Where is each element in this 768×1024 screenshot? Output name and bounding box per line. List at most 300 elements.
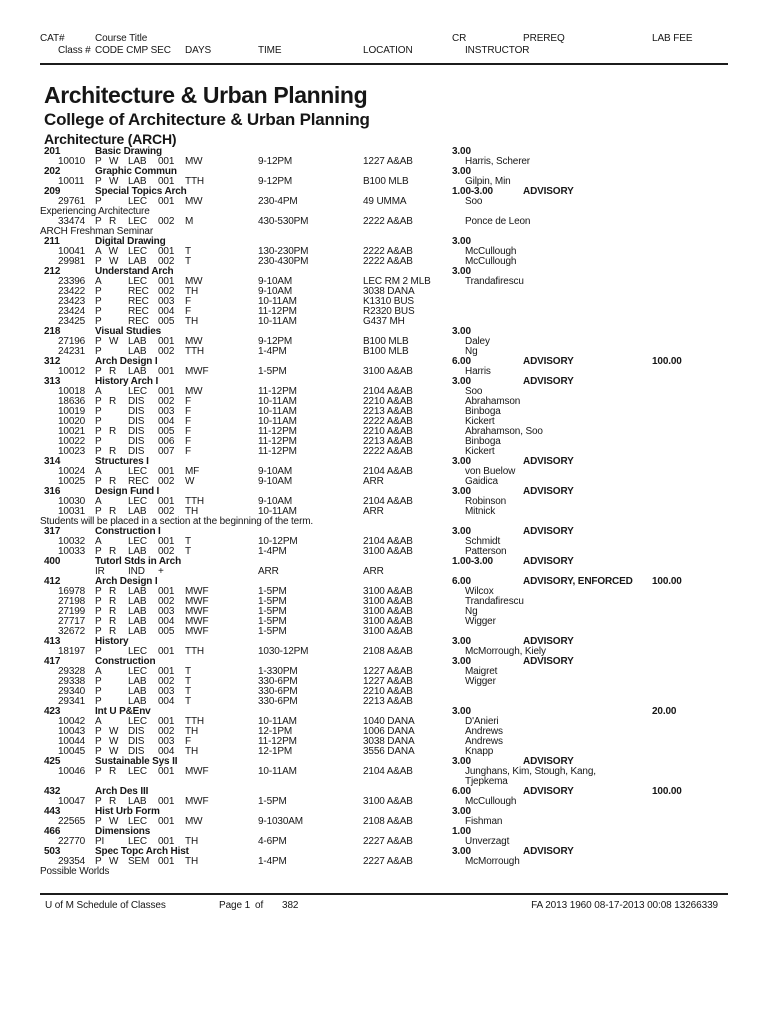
class-days: TTH	[185, 176, 204, 187]
class-location: 2222 A&AB	[363, 416, 413, 427]
col-header-location: LOCATION	[363, 45, 413, 56]
class-time: 1-5PM	[258, 606, 287, 617]
class-location: B100 MLB	[363, 336, 409, 347]
class-location: 3038 DANA	[363, 286, 415, 297]
class-section: 006	[158, 436, 175, 447]
class-code: A	[95, 386, 102, 397]
class-code: P	[95, 416, 102, 427]
class-row	[0, 336, 768, 346]
class-days: TTH	[185, 646, 204, 657]
class-days: F	[185, 436, 191, 447]
course-credits: 3.00	[452, 486, 471, 497]
class-location: 3038 DANA	[363, 736, 415, 747]
class-instructor: McCullough	[465, 796, 517, 807]
class-number: 27199	[58, 606, 86, 617]
course-header-row	[0, 576, 768, 586]
class-days: MW	[185, 276, 203, 287]
class-location: 2222 A&AB	[363, 216, 413, 227]
class-instructor: Ng	[465, 606, 478, 617]
class-instructor: Patterson	[465, 546, 507, 557]
class-code: A	[95, 276, 102, 287]
class-days: MW	[185, 386, 203, 397]
class-days: MWF	[185, 366, 209, 377]
class-time: 12-1PM	[258, 746, 293, 757]
col-header-cat: CAT#	[40, 33, 65, 44]
class-component: LAB	[128, 626, 147, 637]
class-days: TH	[185, 286, 199, 297]
class-instructor: Unverzagt	[465, 836, 510, 847]
class-row	[0, 496, 768, 506]
class-time: 10-11AM	[258, 406, 297, 417]
class-section: 001	[158, 646, 175, 657]
class-section: +	[158, 566, 164, 577]
class-location: 3100 A&AB	[363, 586, 413, 597]
class-days: TTH	[185, 346, 204, 357]
course-header-row	[0, 456, 768, 466]
class-instructor: Binboga	[465, 436, 501, 447]
class-instructor: Wilcox	[465, 586, 494, 597]
class-time: 430-530PM	[258, 216, 309, 227]
class-location: 3100 A&AB	[363, 626, 413, 637]
class-location: 2104 A&AB	[363, 496, 413, 507]
class-code: P	[95, 286, 102, 297]
course-credits: 1.00-3.00	[452, 556, 493, 567]
class-number: 29354	[58, 856, 86, 867]
course-catalog-number: 432	[44, 786, 61, 797]
class-days: T	[185, 546, 191, 557]
col-header-time: TIME	[258, 45, 282, 56]
class-section: 007	[158, 446, 175, 457]
class-row	[0, 396, 768, 406]
course-credits: 6.00	[452, 786, 471, 797]
class-number: 10019	[58, 406, 86, 417]
class-time: 9-10AM	[258, 466, 293, 477]
class-component: DIS	[128, 416, 145, 427]
class-code: P R	[95, 596, 117, 607]
class-number: 16978	[58, 586, 86, 597]
course-title: Special Topics Arch	[95, 186, 187, 197]
course-credits: 3.00	[452, 806, 471, 817]
class-row	[0, 586, 768, 596]
class-days: MWF	[185, 596, 209, 607]
class-days: TH	[185, 856, 199, 867]
class-location: 3100 A&AB	[363, 596, 413, 607]
class-instructor: Harris	[465, 366, 491, 377]
course-title: Dimensions	[95, 826, 151, 837]
course-header-row	[0, 656, 768, 666]
class-row	[0, 256, 768, 266]
class-days: T	[185, 676, 191, 687]
class-time: 230-430PM	[258, 256, 309, 267]
course-note-text: Students will be placed in a section at the beginning of the term.	[40, 516, 314, 527]
class-time: 9-10AM	[258, 476, 293, 487]
course-title: Hist Urb Form	[95, 806, 160, 817]
class-row	[0, 276, 768, 286]
class-days: MF	[185, 466, 200, 477]
class-section: 001	[158, 176, 175, 187]
class-location: 2222 A&AB	[363, 446, 413, 457]
class-number: 10012	[58, 366, 86, 377]
class-row	[0, 366, 768, 376]
class-component: LEC	[128, 496, 148, 507]
class-instructor: Abrahamson	[465, 396, 521, 407]
course-prereq-flag: ADVISORY	[523, 186, 574, 197]
course-title: Understand Arch	[95, 266, 174, 277]
class-instructor: McCullough	[465, 246, 517, 257]
class-row	[0, 536, 768, 546]
class-section: 002	[158, 476, 175, 487]
class-days: MW	[185, 156, 203, 167]
col-header-class-no: Class #	[58, 45, 91, 56]
class-section: 005	[158, 426, 175, 437]
class-time: 10-11AM	[258, 766, 297, 777]
course-header-row	[0, 186, 768, 196]
class-number: 29328	[58, 666, 86, 677]
class-number: 10020	[58, 416, 86, 427]
class-instructor: Daley	[465, 336, 490, 347]
course-lab-fee: 20.00	[652, 706, 677, 717]
class-component: REC	[128, 316, 149, 327]
class-time: 1-4PM	[258, 856, 287, 867]
course-prereq-flag: ADVISORY	[523, 526, 574, 537]
class-time: 1-5PM	[258, 796, 287, 807]
class-row	[0, 676, 768, 686]
course-header-row	[0, 236, 768, 246]
course-header-row	[0, 356, 768, 366]
class-code: P	[95, 696, 102, 707]
class-code: P R	[95, 586, 117, 597]
class-instructor: Wigger	[465, 616, 496, 627]
class-row	[0, 476, 768, 486]
class-code: P	[95, 436, 102, 447]
class-number: 10018	[58, 386, 86, 397]
class-component: LAB	[128, 546, 147, 557]
course-prereq-flag: ADVISORY	[523, 356, 574, 367]
class-component: LEC	[128, 766, 148, 777]
class-row	[0, 406, 768, 416]
course-title: History	[95, 636, 129, 647]
class-number: 27717	[58, 616, 86, 627]
class-time: 10-11AM	[258, 716, 297, 727]
class-code: IR	[95, 566, 105, 577]
class-component: LEC	[128, 666, 148, 677]
course-header-row	[0, 376, 768, 386]
class-days: F	[185, 416, 191, 427]
class-code: P	[95, 676, 102, 687]
class-time: 11-12PM	[258, 446, 297, 457]
class-time: 9-10AM	[258, 496, 293, 507]
class-number: 29761	[58, 196, 86, 207]
class-instructor: Abrahamson, Soo	[465, 426, 543, 437]
class-row	[0, 686, 768, 696]
course-catalog-number: 466	[44, 826, 61, 837]
course-title: Arch Des III	[95, 786, 149, 797]
class-code: A	[95, 536, 102, 547]
course-catalog-number: 425	[44, 756, 61, 767]
class-section: 001	[158, 196, 175, 207]
class-instructor: McMorrough, Kiely	[465, 646, 546, 657]
class-code: P	[95, 646, 102, 657]
class-section: 004	[158, 616, 175, 627]
class-instructor: Harris, Scherer	[465, 156, 530, 167]
class-row	[0, 466, 768, 476]
class-time: 4-6PM	[258, 836, 287, 847]
class-code: P	[95, 306, 102, 317]
class-component: LEC	[128, 836, 148, 847]
class-section: 004	[158, 696, 175, 707]
class-number: 10033	[58, 546, 86, 557]
class-number: 29341	[58, 696, 86, 707]
class-location: 3100 A&AB	[363, 606, 413, 617]
course-note-text: ARCH Freshman Seminar	[40, 226, 153, 237]
class-section: 001	[158, 276, 175, 287]
footer-divider	[40, 893, 728, 895]
footer-document-title: U of M Schedule of Classes	[45, 900, 166, 911]
class-component: LEC	[128, 276, 148, 287]
class-location: 3100 A&AB	[363, 366, 413, 377]
course-catalog-number: 209	[44, 186, 61, 197]
class-code: A	[95, 466, 102, 477]
class-location: 2104 A&AB	[363, 766, 413, 777]
course-note-row	[0, 226, 768, 236]
class-number: 10047	[58, 796, 86, 807]
class-row	[0, 316, 768, 326]
course-header-row	[0, 846, 768, 856]
class-number: 10011	[58, 176, 85, 187]
class-section: 002	[158, 256, 175, 267]
class-time: 11-12PM	[258, 306, 297, 317]
class-location: 1227 A&AB	[363, 666, 413, 677]
class-code: P	[95, 196, 102, 207]
class-section: 001	[158, 666, 175, 677]
class-location: 2213 A&AB	[363, 406, 413, 417]
course-catalog-number: 212	[44, 266, 61, 277]
class-location: R2320 BUS	[363, 306, 415, 317]
course-catalog-number: 312	[44, 356, 61, 367]
class-number: 22770	[58, 836, 86, 847]
class-code: P R	[95, 396, 117, 407]
class-time: 230-4PM	[258, 196, 298, 207]
class-row	[0, 736, 768, 746]
class-section: 002	[158, 346, 175, 357]
class-section: 004	[158, 306, 175, 317]
class-component: LEC	[128, 386, 148, 397]
course-prereq-flag: ADVISORY	[523, 456, 574, 467]
class-code: P R	[95, 446, 117, 457]
class-component: LEC	[128, 196, 148, 207]
class-number: 23425	[58, 316, 86, 327]
class-instructor: Soo	[465, 386, 483, 397]
course-catalog-number: 417	[44, 656, 61, 667]
class-instructor: McCullough	[465, 256, 517, 267]
class-days: MW	[185, 196, 203, 207]
course-catalog-number: 314	[44, 456, 61, 467]
class-code: P	[95, 316, 102, 327]
class-section: 001	[158, 816, 175, 827]
class-number: 23396	[58, 276, 86, 287]
class-component: REC	[128, 296, 149, 307]
class-code: A	[95, 496, 102, 507]
course-catalog-number: 412	[44, 576, 61, 587]
footer-page-total: 382	[282, 900, 299, 911]
course-title: Structures I	[95, 456, 149, 467]
course-credits: 1.00	[452, 826, 471, 837]
course-title: Construction I	[95, 526, 161, 537]
class-component: DIS	[128, 426, 145, 437]
class-code: A	[95, 666, 102, 677]
course-note-row	[0, 866, 768, 876]
class-section: 002	[158, 676, 175, 687]
class-section: 001	[158, 536, 175, 547]
class-row	[0, 816, 768, 826]
class-days: MWF	[185, 796, 209, 807]
class-location: B100 MLB	[363, 176, 409, 187]
course-catalog-number: 202	[44, 166, 61, 177]
class-number: 27198	[58, 596, 86, 607]
class-section: 003	[158, 736, 175, 747]
class-instructor: Gaidica	[465, 476, 498, 487]
class-days: MWF	[185, 606, 209, 617]
course-prereq-flag: ADVISORY	[523, 656, 574, 667]
class-days: MWF	[185, 766, 209, 777]
class-row	[0, 726, 768, 736]
class-days: TH	[185, 836, 199, 847]
course-title: Construction	[95, 656, 156, 667]
class-days: M	[185, 216, 194, 227]
class-location: 3100 A&AB	[363, 796, 413, 807]
class-component: LEC	[128, 816, 148, 827]
course-note-row	[0, 206, 768, 216]
class-days: F	[185, 426, 191, 437]
class-number: 10042	[58, 716, 86, 727]
col-header-instructor: INSTRUCTOR	[465, 45, 530, 56]
class-location: 2108 A&AB	[363, 816, 413, 827]
class-row	[0, 796, 768, 806]
class-section: 003	[158, 606, 175, 617]
class-row	[0, 436, 768, 446]
class-code: A W	[95, 246, 118, 257]
course-credits: 3.00	[452, 376, 471, 387]
class-row	[0, 416, 768, 426]
class-instructor: Fishman	[465, 816, 503, 827]
class-section: 002	[158, 596, 175, 607]
course-header-row	[0, 526, 768, 536]
class-location: LEC RM 2 MLB	[363, 276, 431, 287]
course-catalog-number: 503	[44, 846, 61, 857]
header-divider	[40, 63, 728, 65]
class-days: TH	[185, 506, 199, 517]
class-code: P R	[95, 366, 117, 377]
class-component: LAB	[128, 366, 147, 377]
course-credits: 3.00	[452, 456, 471, 467]
class-number: 10045	[58, 746, 86, 757]
class-number: 24231	[58, 346, 86, 357]
class-instructor: Ng	[465, 346, 478, 357]
class-code: P W	[95, 736, 119, 747]
class-days: W	[185, 476, 195, 487]
class-time: 9-12PM	[258, 336, 293, 347]
class-section: 001	[158, 466, 175, 477]
class-location: 2210 A&AB	[363, 396, 413, 407]
class-row	[0, 596, 768, 606]
class-instructor: Robinson	[465, 496, 507, 507]
course-title: Visual Studies	[95, 326, 162, 337]
class-instructor: von Buelow	[465, 466, 516, 477]
class-number: 18197	[58, 646, 86, 657]
class-section: 002	[158, 546, 175, 557]
class-row	[0, 546, 768, 556]
class-section: 004	[158, 746, 175, 757]
class-component: LEC	[128, 716, 148, 727]
course-catalog-number: 201	[44, 146, 61, 157]
class-row	[0, 766, 768, 776]
class-section: 001	[158, 156, 175, 167]
course-credits: 3.00	[452, 706, 471, 717]
class-component: REC	[128, 476, 149, 487]
class-days: T	[185, 666, 191, 677]
class-code: A	[95, 716, 102, 727]
class-instructor: Knapp	[465, 746, 494, 757]
course-catalog-number: 316	[44, 486, 61, 497]
class-instructor: Trandafirescu	[465, 596, 524, 607]
course-catalog-number: 313	[44, 376, 61, 387]
class-number: 29981	[58, 256, 86, 267]
class-number: 32672	[58, 626, 86, 637]
class-location: 3556 DANA	[363, 746, 415, 757]
class-location: 1006 DANA	[363, 726, 415, 737]
class-time: 10-11AM	[258, 416, 297, 427]
class-section: 001	[158, 796, 175, 807]
class-instructor: Junghans, Kim, Stough, Kang,	[465, 766, 596, 777]
course-prereq-flag: ADVISORY	[523, 846, 574, 857]
course-header-row	[0, 786, 768, 796]
class-time: 1-5PM	[258, 366, 287, 377]
class-days: TH	[185, 726, 199, 737]
class-row	[0, 216, 768, 226]
class-instructor: Maigret	[465, 666, 498, 677]
class-number: 10024	[58, 466, 86, 477]
class-component: LAB	[128, 586, 147, 597]
class-component: LEC	[128, 646, 148, 657]
class-instructor: D'Anieri	[465, 716, 499, 727]
course-catalog-number: 423	[44, 706, 61, 717]
class-component: DIS	[128, 406, 145, 417]
class-location: 2104 A&AB	[363, 466, 413, 477]
class-code: P R	[95, 546, 117, 557]
course-credits: 3.00	[452, 146, 471, 157]
class-code: P	[95, 346, 102, 357]
class-days: TH	[185, 316, 199, 327]
class-row	[0, 836, 768, 846]
class-code: PI	[95, 836, 105, 847]
class-component: SEM	[128, 856, 150, 867]
course-header-row	[0, 826, 768, 836]
class-days: T	[185, 256, 191, 267]
class-section: 002	[158, 396, 175, 407]
class-days: T	[185, 696, 191, 707]
class-instructor: Trandafirescu	[465, 276, 524, 287]
class-number: 33474	[58, 216, 86, 227]
class-instructor: McMorrough	[465, 856, 520, 867]
class-section: 001	[158, 246, 175, 257]
class-component: DIS	[128, 736, 145, 747]
col-header-days: DAYS	[185, 45, 212, 56]
class-location: 1040 DANA	[363, 716, 415, 727]
class-component: LAB	[128, 176, 147, 187]
class-code: P R	[95, 766, 117, 777]
course-catalog-number: 400	[44, 556, 61, 567]
class-component: REC	[128, 286, 149, 297]
